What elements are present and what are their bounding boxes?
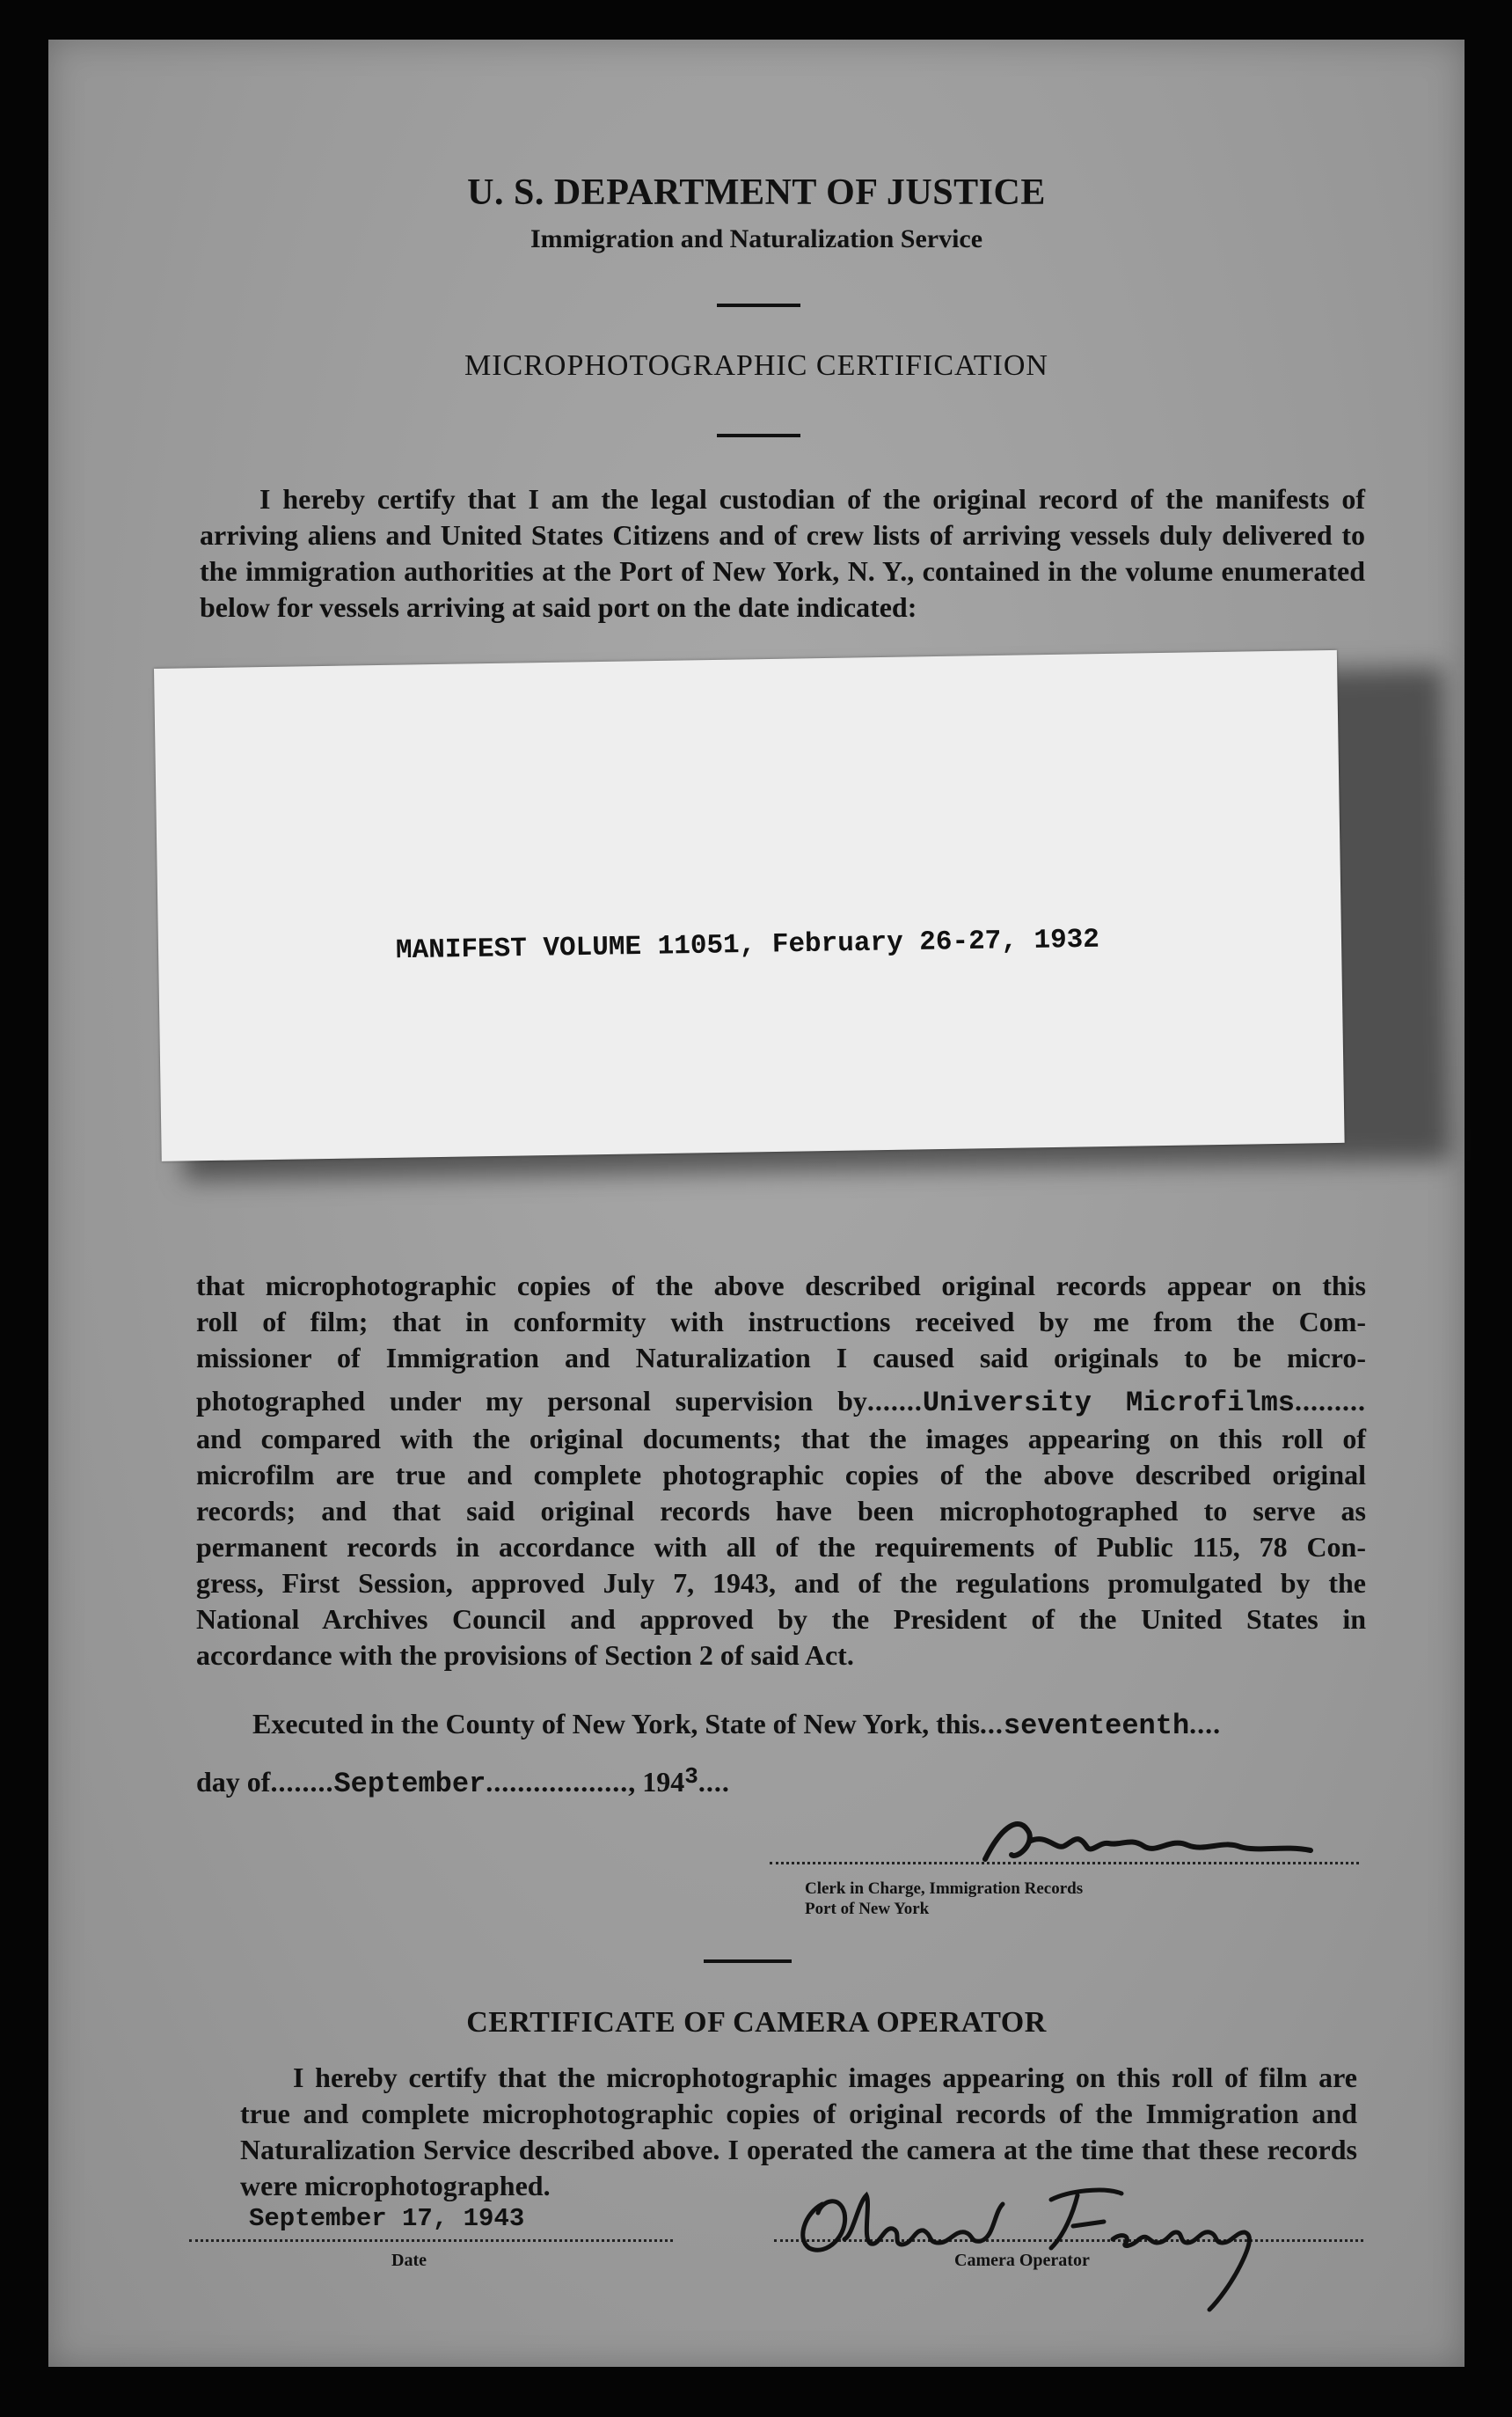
dot-leader: .......	[866, 1385, 923, 1417]
attached-manifest-slip	[154, 650, 1345, 1161]
body-line-filmed-by	[196, 1383, 1366, 1421]
certificate-page	[48, 40, 1465, 2367]
year-prefix: , 194	[628, 1766, 685, 1798]
dot-leader: ....	[1189, 1708, 1222, 1740]
clerk-office: Port of New York	[805, 1900, 930, 1918]
dot-leader: ........	[270, 1766, 334, 1798]
intro-paragraph: I hereby certify that I am the legal custodian of the original record of the manifests of arriving aliens and United States Citizens and of crew lists of arriving vessels duly delivered to the immigration authorities at the Port of New York, N. Y., contained in the volume enumerated below for vessels arriving at said port on the date indicated:	[200, 483, 1365, 623]
body-line: that microphotographic copies of the above described original records appear on this	[196, 1270, 1366, 1301]
certification-title: MICROPHOTOGRAPHIC CERTIFICATION	[464, 349, 1048, 382]
department-heading: U. S. DEPARTMENT OF JUSTICE	[467, 172, 1046, 213]
clerk-signature	[968, 1806, 1363, 1877]
manifest-volume-text: MANIFEST VOLUME 11051, February 26-27, 1932	[395, 924, 1100, 967]
body-line: gress, First Session, approved July 7, 1943, and of the regulations promulgated by the	[196, 1567, 1366, 1599]
body-line: records; and that said original records have been microphotographed to serve as	[196, 1495, 1366, 1527]
divider	[704, 1959, 792, 1963]
dot-leader: .........	[1295, 1385, 1367, 1417]
date-label: Date	[391, 2251, 427, 2270]
service-subheading: Immigration and Naturalization Service	[530, 224, 983, 253]
date-line	[189, 2239, 673, 2242]
certificate-date-value: September 17, 1943	[249, 2204, 525, 2233]
dot-leader: ...	[979, 1708, 1004, 1740]
day-of-line	[196, 1763, 730, 1800]
clerk-caption	[805, 1879, 1083, 1919]
body-line: roll of film; that in conformity with instructions received by me from the Com-	[196, 1306, 1366, 1337]
operator-label: Camera Operator	[954, 2251, 1090, 2270]
execution-month: September	[333, 1768, 486, 1800]
body-paragraph	[196, 1268, 1366, 1674]
divider	[717, 434, 800, 437]
dot-leader: ....	[698, 1766, 730, 1798]
dot-leader: ..................	[486, 1766, 629, 1798]
body-line: National Archives Council and approved by the President of the United States in	[196, 1603, 1366, 1635]
camera-certificate-title: CERTIFICATE OF CAMERA OPERATOR	[466, 2006, 1047, 2039]
divider	[717, 304, 800, 307]
camera-operator-signature	[770, 2151, 1315, 2314]
body-line: accordance with the provisions of Section 2 of said Act.	[196, 1639, 854, 1671]
body-line: microfilm are true and complete photographic copies of the above described original	[196, 1459, 1366, 1490]
camera-certificate-paragraph: I hereby certify that the microphotographic images appearing on this roll of film are true and complete microphotographic copies of original records of the Immigration and Naturalization Service described above. I operated the camera at the time that these records were microphotographed.	[240, 2062, 1357, 2201]
clerk-title: Clerk in Charge, Immigration Records	[805, 1879, 1084, 1898]
body-line-text: photographed under my personal supervision by	[196, 1385, 867, 1417]
year-digit: 3	[684, 1763, 698, 1790]
body-line: and compared with the original documents; that the images appearing on this roll of	[196, 1423, 1366, 1454]
executed-prefix: Executed in the County of New York, State of New York, this	[252, 1708, 980, 1740]
day-of-label: day of	[196, 1766, 271, 1798]
body-line: permanent records in accordance with all of the requirements of Public 115, 78 Con-	[196, 1531, 1366, 1563]
execution-day: seventeenth	[1003, 1710, 1190, 1742]
filmed-by-value: University Microfilms	[922, 1387, 1296, 1419]
executed-line	[252, 1708, 1221, 1742]
body-line: missioner of Immigration and Naturalization I caused said originals to be micro-	[196, 1342, 1366, 1373]
